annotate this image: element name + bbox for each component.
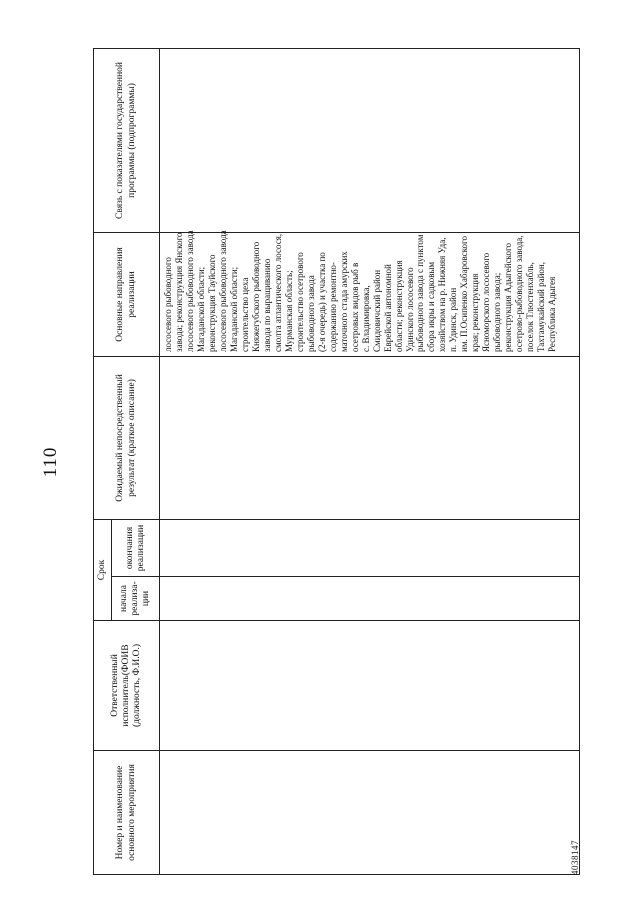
directions-line: осетрово-рыбоводного завода,: [514, 235, 525, 352]
directions-line: реконструкция Тауйского: [207, 254, 218, 352]
directions-line: хозяйством на р. Нижняя Уда,: [437, 237, 448, 352]
directions-line: Ясноморского лососевого: [481, 252, 492, 352]
header-expected-result: Ожидаемый непосредственный результат (краткое описание): [94, 356, 160, 519]
directions-line: маточного стада амурских: [338, 251, 349, 352]
document-page: [40, 41, 600, 883]
page-number: 110: [40, 446, 61, 478]
directions-line: строительство осетрового: [294, 252, 305, 352]
cell-indicator-link: [160, 48, 580, 232]
header-row-top: [94, 48, 112, 874]
header-responsible-executor: Ответственный исполнитель(ФОИВ (должность, Ф.И.О.): [94, 621, 160, 751]
cell-term-start: [160, 577, 580, 621]
directions-line: Мурманская область;: [283, 270, 294, 352]
directions-line: содержанию ремонтно-: [327, 262, 338, 352]
directions-line: Тахтамукайский район,: [536, 262, 547, 352]
directions-line: лососевого рыбоводного завода: [218, 230, 229, 352]
directions-line: рыбоводного завода с пунктом: [415, 234, 426, 352]
cell-expected-result: [160, 356, 580, 519]
directions-line: завода; реконструкция Янского: [174, 232, 185, 352]
header-main-directions: Основные направления реализации: [94, 232, 160, 356]
table-row: [160, 48, 580, 874]
directions-line: рыбоводного завода: [305, 275, 316, 352]
directions-line: Магаданской области;: [229, 266, 240, 352]
directions-line: Еврейской автономной: [382, 264, 393, 352]
directions-line: с. Владимировка,: [360, 285, 371, 352]
header-term-start: начала реализа-ции: [112, 577, 160, 621]
directions-line: завода по выращиванию: [261, 258, 272, 352]
header-measure-name: Номер и наименование основного мероприятия: [94, 751, 160, 875]
cell-main-directions: [160, 232, 580, 356]
directions-line: реконструкция Адыгейского: [503, 243, 514, 352]
directions-line: поселок Тлюстенхабль,: [525, 262, 536, 352]
directions-line: лососевого рыбоводного завода: [185, 230, 196, 352]
measures-table: [93, 48, 580, 875]
directions-line: Удинского лососевого: [404, 267, 415, 352]
header-term: Срок: [94, 519, 112, 620]
directions-line: осетровых видов рыб в: [349, 262, 360, 352]
directions-line: смолта атлантического лосося,: [272, 233, 283, 352]
directions-line: строительство цеха: [239, 277, 250, 352]
directions-line: сбора икры и садковым: [426, 261, 437, 352]
directions-line: Княжегубского рыбоводного: [250, 241, 261, 352]
cell-measure-name: [160, 751, 580, 875]
header-term-end: окончания реализации: [112, 519, 160, 576]
directions-line: Смидовичский район: [371, 269, 382, 352]
directions-line: края; реконструкция: [470, 273, 481, 352]
cell-responsible-executor: [160, 621, 580, 751]
directions-line: (2-я очередь) и участка по: [316, 252, 327, 352]
directions-line: рыбоводного завода;: [492, 272, 503, 352]
directions-line: Магаданской области;: [196, 266, 207, 352]
document-id: 4038147: [570, 840, 580, 875]
directions-line: лососевого рыбоводного: [163, 257, 174, 352]
directions-line: области; реконструкция: [393, 260, 404, 352]
cell-term-end: [160, 519, 580, 576]
directions-line: п. Удинск, район: [448, 287, 459, 352]
directions-line: им. П.Осипенко Хабаровского: [459, 235, 470, 352]
directions-line: Республика Адыгея: [547, 276, 558, 352]
directions-text: [163, 230, 558, 352]
header-indicator-link: Связь с показателями государственной программы (подпрограммы): [94, 48, 160, 232]
